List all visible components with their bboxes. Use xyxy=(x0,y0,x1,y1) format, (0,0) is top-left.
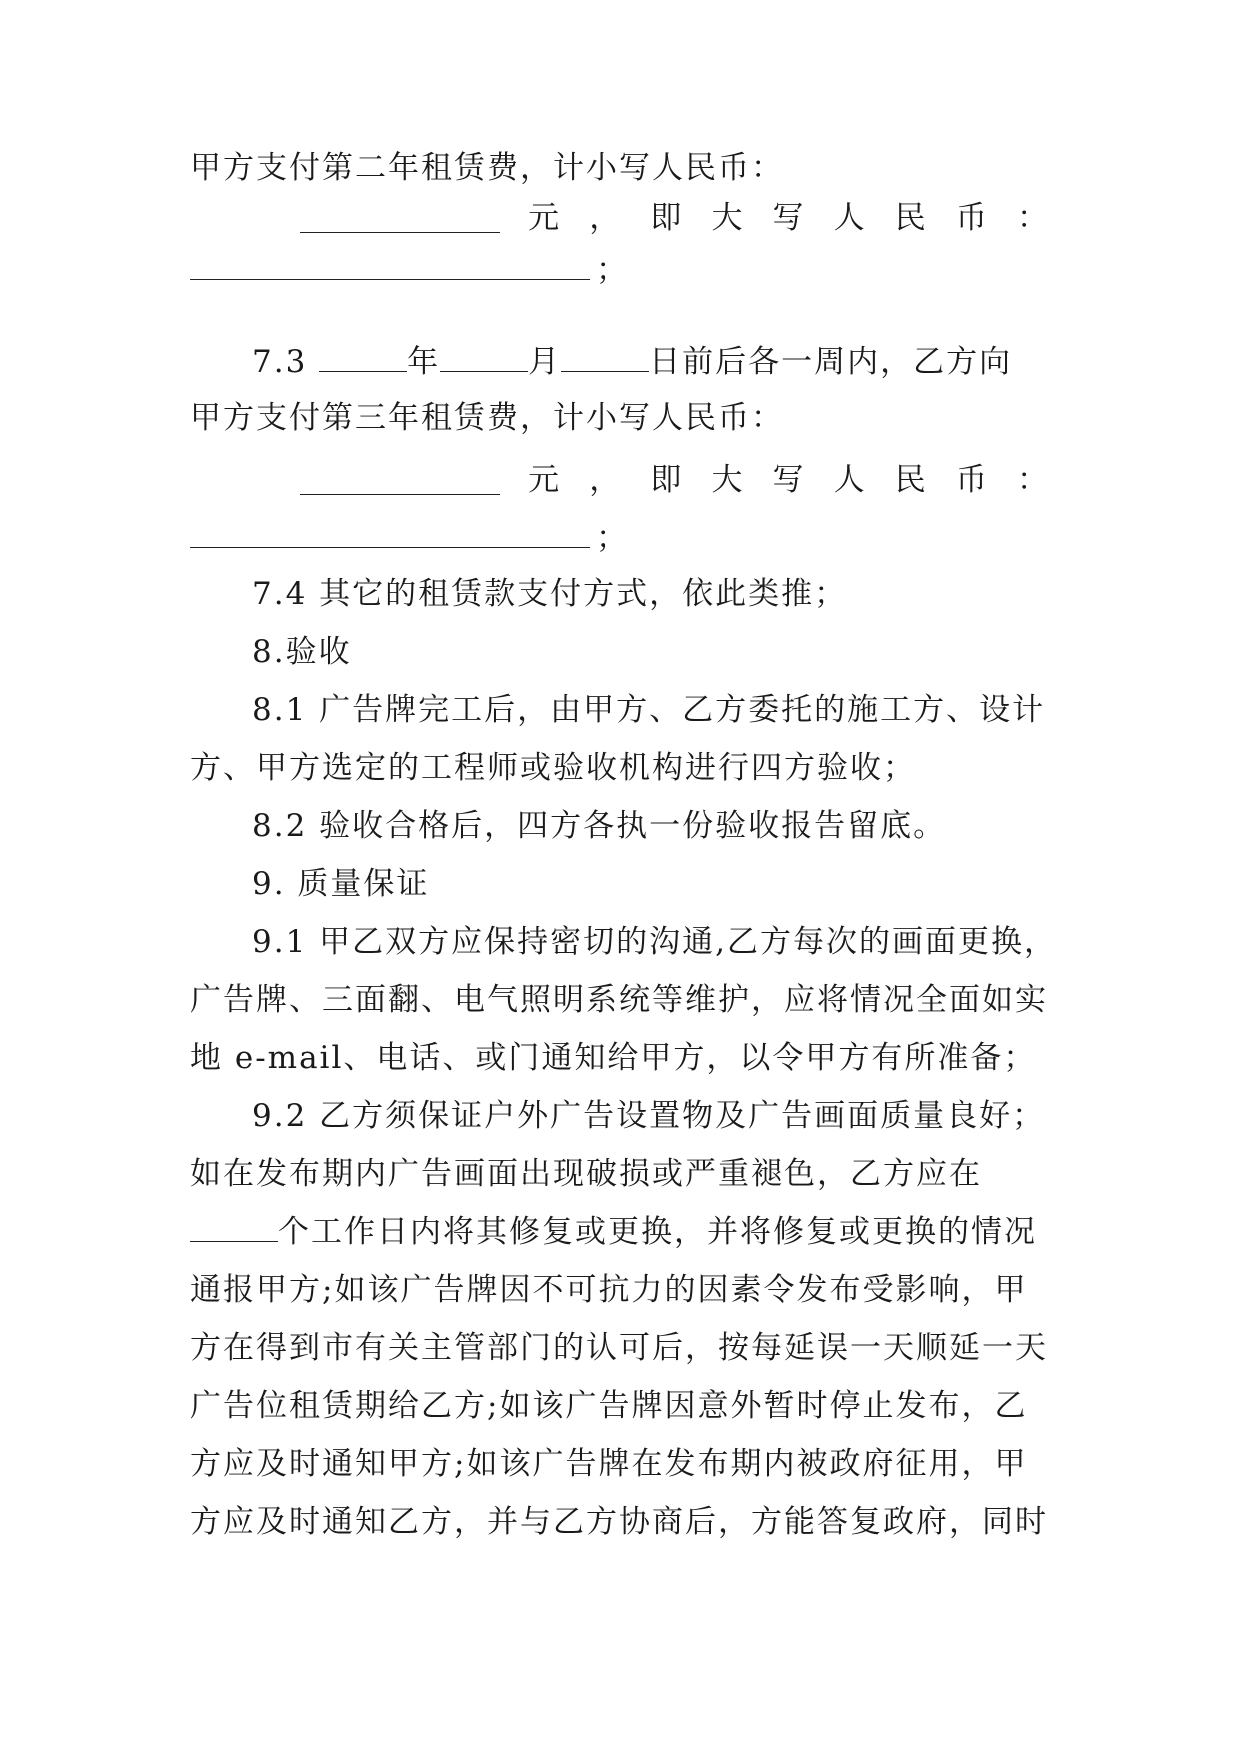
amount-line-year2: 元 ， 即 大 写 人 民 币 ： xyxy=(300,198,1050,238)
workdays-blank[interactable] xyxy=(190,1213,278,1242)
amount-blank[interactable] xyxy=(300,466,500,495)
uppercase-amount-blank[interactable] xyxy=(190,251,590,280)
day-blank[interactable] xyxy=(561,343,649,372)
text-line: 广告位租赁期给乙方;如该广告牌因意外暂时停止发布，乙 xyxy=(190,1388,1028,1424)
clause-8-2: 8.2 验收合格后，四方各执一份验收报告留底。 xyxy=(252,808,947,844)
text-line: 广告牌、三面翻、电气照明系统等维护，应将情况全面如实 xyxy=(190,982,1048,1018)
amount-blank[interactable] xyxy=(300,204,500,233)
text-line: 方在得到市有关主管部门的认可后，按每延误一天顺延一天 xyxy=(190,1330,1048,1366)
clause-8-1: 8.1 广告牌完工后，由甲方、乙方委托的施工方、设计 xyxy=(252,692,1046,728)
amount-line-year3: 元 ， 即 大 写 人 民 币 ： xyxy=(300,460,1050,500)
uppercase-amount-blank[interactable] xyxy=(190,519,590,548)
text-line: 甲方支付第二年租赁费，计小写人民币： xyxy=(190,150,784,186)
month-blank[interactable] xyxy=(440,343,528,372)
workdays-line: 个工作日内将其修复或更换，并将修复或更换的情况 xyxy=(190,1212,1050,1252)
section-heading-8: 8.验收 xyxy=(252,634,352,670)
unit-label: 元 xyxy=(528,200,562,236)
text-line: 方应及时通知乙方，并与乙方协商后，方能答复政府，同时 xyxy=(190,1504,1048,1540)
uppercase-amount-line-year2: ； xyxy=(190,250,1050,290)
clause-7-4: 7.4 其它的租赁款支付方式，依此类推； xyxy=(252,576,848,612)
clause-9-2: 9.2 乙方须保证户外广告设置物及广告画面质量良好； xyxy=(252,1098,1046,1134)
text-line: 通报甲方;如该广告牌因不可抗力的因素令发布受影响，甲 xyxy=(190,1272,1028,1308)
text-line: 甲方支付第三年租赁费，计小写人民币： xyxy=(190,400,784,436)
year-blank[interactable] xyxy=(319,343,407,372)
clause-9-1: 9.1 甲乙双方应保持密切的沟通,乙方每次的画面更换， xyxy=(252,924,1058,960)
text-line: 方、甲方选定的工程师或验收机构进行四方验收； xyxy=(190,750,916,786)
uppercase-amount-line-year3: ； xyxy=(190,518,1050,558)
text-line: 如在发布期内广告画面出现破损或严重褪色，乙方应在 xyxy=(190,1156,982,1192)
section-heading-9: 9. 质量保证 xyxy=(252,866,430,902)
text-line: 地 e-mail、电话、或门通知给甲方，以令甲方有所准备； xyxy=(190,1040,1037,1076)
text-line: 方应及时通知甲方;如该广告牌在发布期内被政府征用，甲 xyxy=(190,1446,1028,1482)
unit-label: 元 xyxy=(528,462,562,498)
clause-7-3: 7.3 年 月 日前后各一周内，乙方向 xyxy=(252,344,1013,380)
